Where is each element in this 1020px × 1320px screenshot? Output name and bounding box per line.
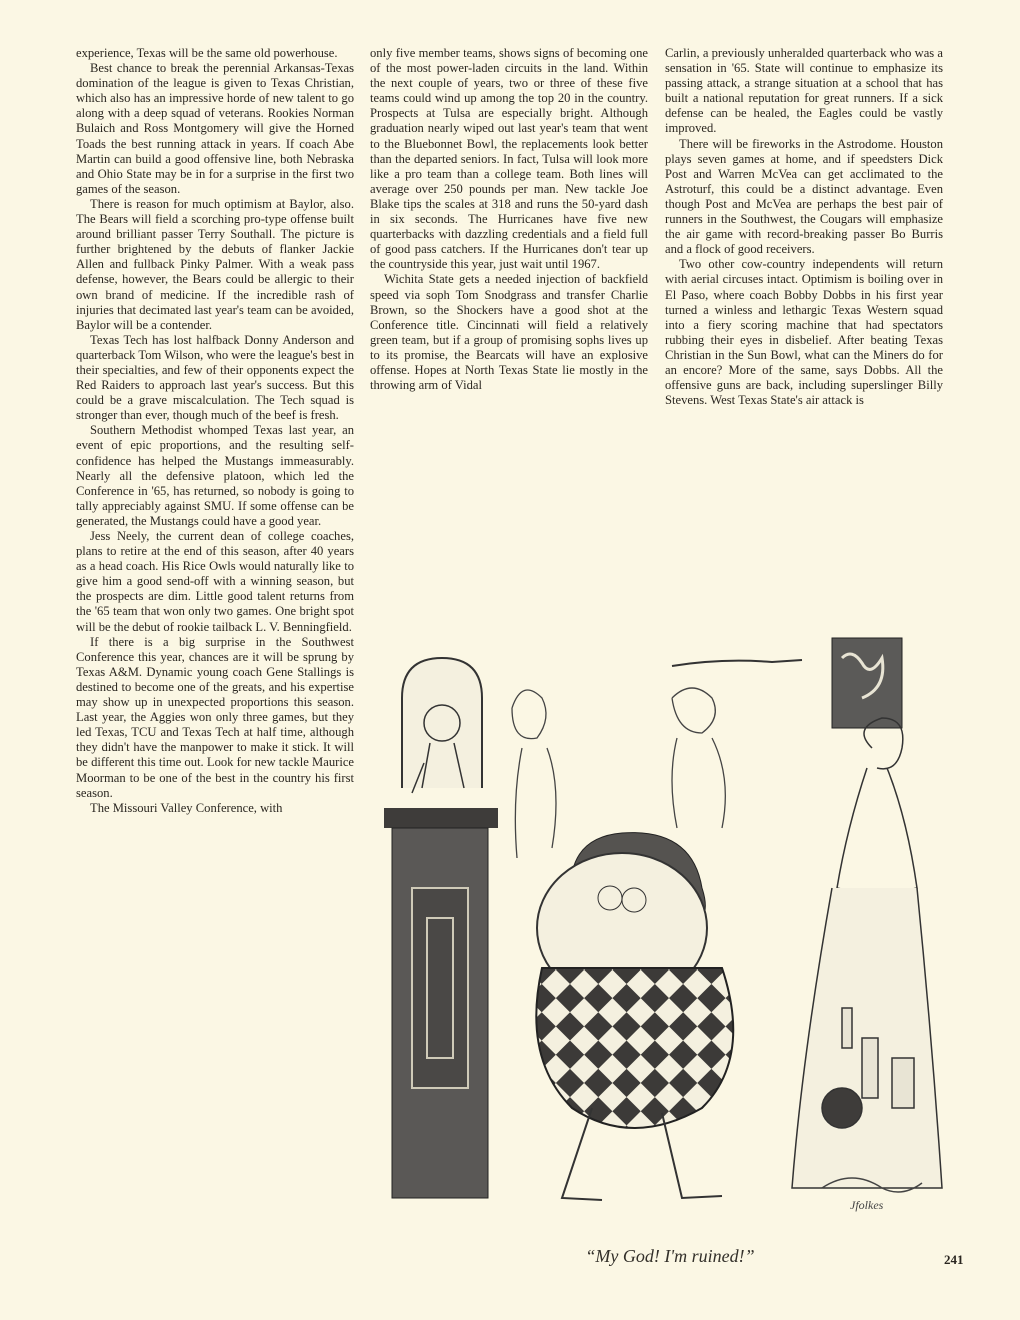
paragraph: Two other cow-country independents will return with aerial circuses intact. Optimism is boiling over in El Paso, where coach Bobby Dobbs in his first year turned a winless and lethargic Texas Western squad into a fiery scoring machine that had spectators rubbing their eyes in disbelief. After beating Texas Christian in the Sun Bowl, what can the Miners do for an encore? More of the same, says Dobbs. All the offensive guns are back, including superslinger Billy Stevens. West Texas State's air attack is	[665, 257, 943, 408]
paragraph: There is reason for much optimism at Baylor, also. The Bears will field a scorching pro-type offense built around brilliant passer Terry Southall. The picture is further brightened by the debuts of flanker Jackie Allen and fullback Pinky Palmer. With a weak pass defense, however, the Bears could be allergic to their own brand of medicine. If the incredible rash of injuries that decimated last year's team can be avoided, Baylor will be a contender.	[76, 196, 354, 332]
wall-molding	[672, 660, 802, 666]
paragraph: There will be fireworks in the Astrodome. Houston plays seven games at home, and if speedsters Dick Post and Warren McVea can get acclimated to the Astroturf, this could be a distinct advantage. Even though Post and McVea are perhaps the best pair of runners in the Southwest, the Cougars will emphasize the air game with record-breaking passer Bo Burris and a flock of good receivers.	[665, 136, 943, 257]
paragraph: Texas Tech has lost halfback Donny Anderson and quarterback Tom Wilson, who were the league's best in their specialties, and few of their opponents expect the Red Raiders to approach last year's success. But this could be a grave miscalculation. The Tech squad is stronger than ever, though much of the beef is fresh.	[76, 332, 354, 423]
paragraph: Wichita State gets a needed injection of backfield speed via soph Tom Snodgrass and transfer Charlie Brown, so the Shockers have a good shot at the Conference title. Cincinnati will field a relatively green team, but if a group of promising sophs lives up to its promise, the Bearcats will have an explosive offense. Hopes at North Texas State lie mostly in the throwing arm of Vidal	[370, 272, 648, 393]
paragraph: Jess Neely, the current dean of college coaches, plans to retire at the end of this season, after 40 years as a head coach. His Rice Owls would naturally like to give him a good send-off with a winning season, but the prospects are dim. Little good talent returns from the '65 team that won only two games. One bright spot will be the debut of rookie tailback L. V. Benningfield.	[76, 529, 354, 634]
cartoon-illustration	[372, 588, 954, 1238]
page-number: 241	[944, 1252, 964, 1267]
cartoon-caption: “My God! I'm ruined!”	[585, 1246, 755, 1266]
artist-signature: Jfolkes	[850, 1198, 884, 1212]
article-column-3	[665, 46, 943, 408]
paragraph: Carlin, a previously unheralded quarterback who was a sensation in '65. State will continue to emphasize its passing attack, a strange situation at a school that has built a national reputation for great runners. If a sick defense can be healed, the Eagles could be vastly improved.	[665, 46, 943, 136]
painting-icon	[832, 638, 902, 728]
paragraph: Best chance to break the perennial Arkansas-Texas domination of the league is given to Texas Christian, which also has an impressive horde of new talent to go along with a deep squad of veterans. Rookies Norman Bulaich and Ross Montgomery will give the Horned Toads the best running attack in years. If coach Abe Martin can build a good offensive line, both Nebraska and Ohio State may be in for a surprise in the first two games of the season.	[76, 61, 354, 196]
paragraph: Southern Methodist whomped Texas last year, an event of epic proportions, and the resulting self-confidence has helped the Mustangs immeasurably. Nearly all the defensive platoon, which led the Conference in '65, has returned, so nobody is going to tally appreciably against SMU. If some offense can be generated, the Mustangs could have a good year.	[76, 423, 354, 528]
article-column-1	[76, 46, 354, 816]
article-column-2	[370, 46, 648, 393]
paragraph: The Missouri Valley Conference, with	[90, 800, 283, 815]
paragraph: If there is a big surprise in the Southwest Conference this year, chances are it will be sprung by Texas A&M. Dynamic young coach Gene Stallings is destined to become one of the greats, and his expertise may show up in unexpected proportions this season. Last year, the Aggies won only three games, but they led Texas, TCU and Texas Tech at half time, although they didn't have the manpower to make it stick. It will be different this time out. Look for new tackle Maurice Moorman to be one of the best in the country his first season.	[76, 634, 354, 800]
guest-figures-icon	[512, 688, 725, 858]
paragraph: experience, Texas will be the same old powerhouse.	[76, 46, 338, 60]
lady-figure-icon	[792, 718, 942, 1188]
paragraph: only five member teams, shows signs of becoming one of the most power-laden circuits in the land. Within the next couple of years, two or three of these five teams could wind up among the top 20 in the country. Prospects at Tulsa are especially bright. Although graduation nearly wiped out last year's team that went to the Bluebonnet Bowl, the replacements look better than the departed seniors. In fact, Tulsa will look more like a pro team than a college team. Both lines will average over 250 pounds per man. New tackle Joe Blake tips the scales at 318 and runs the 50-yard dash in six seconds. The Hurricanes have five new quarterbacks with dazzling credentials and a field full of good pass catchers. If the Hurricanes don't tear up the countryside this year, just wait until 1967.	[370, 46, 648, 272]
grandfather-clock-icon	[384, 658, 498, 1198]
harlequin-figure-icon	[536, 833, 733, 1200]
